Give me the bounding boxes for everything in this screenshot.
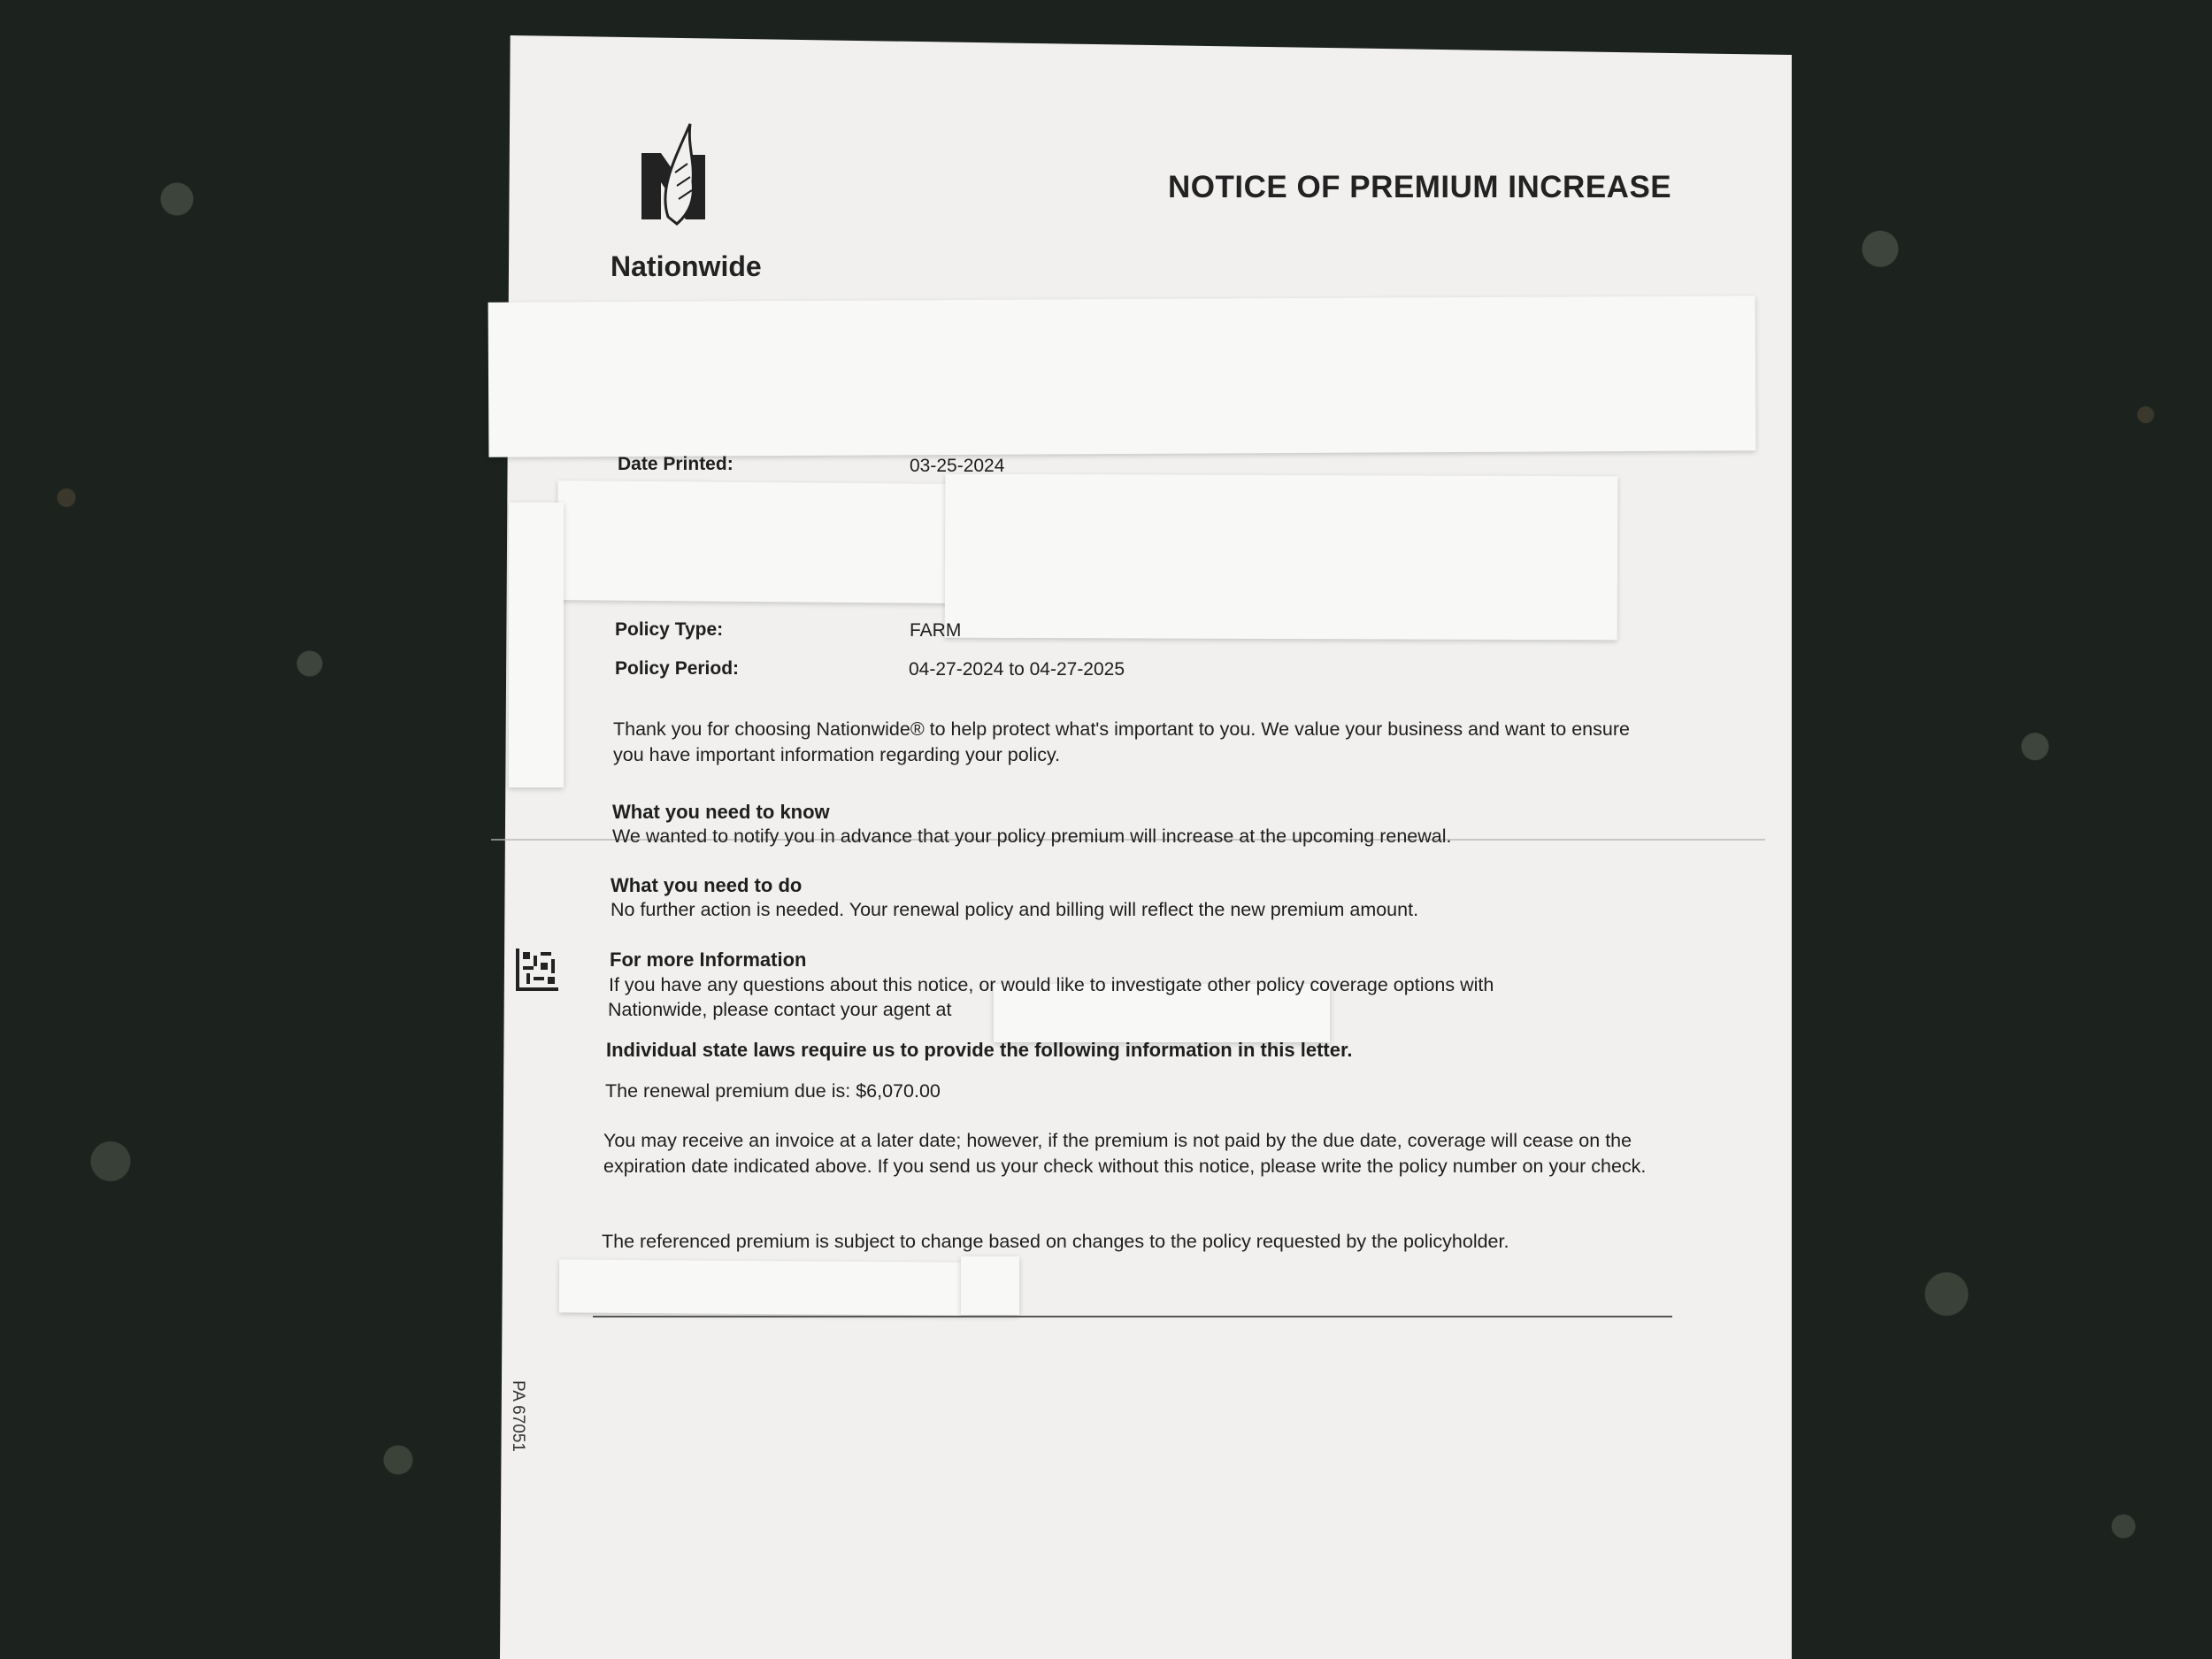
redaction-strip (945, 474, 1618, 641)
info-text-line-2: Nationwide, please contact your agent at (608, 999, 952, 1020)
info-text-line-1: If you have any questions about this notice, or would like to investigate other policy coverage options with (609, 974, 1494, 995)
signature-rule (593, 1316, 1672, 1317)
know-heading: What you need to know (612, 801, 830, 823)
referenced-premium-note: The referenced premium is subject to change based on changes to the policy requested by the policyholder. (602, 1231, 1509, 1252)
intro-paragraph: Thank you for choosing Nationwide® to help protect what's important to you. We value your business and want to ensure you have important information regarding your policy. (613, 718, 1630, 765)
form-code: PA 67051 (509, 1380, 527, 1453)
date-printed-label: Date Printed: (618, 454, 733, 474)
redaction-strip (961, 1256, 1019, 1315)
do-text: No further action is needed. Your renewal policy and billing will reflect the new premium amount. (611, 899, 1419, 920)
brand-name: Nationwide (611, 250, 762, 282)
policy-period-label: Policy Period: (615, 658, 740, 679)
state-laws-statement: Individual state laws require us to provide the following information in this letter. (606, 1039, 1353, 1061)
redaction-strip (488, 296, 1756, 457)
policy-period-value: 04-27-2024 to 04-27-2025 (909, 659, 1125, 680)
date-printed-value: 03-25-2024 (910, 456, 1005, 476)
do-heading: What you need to do (611, 874, 803, 896)
invoice-paragraph: You may receive an invoice at a later date; however, if the premium is not paid by the due date, coverage will cease on the expiration date indicated above. If you send us your check without this notice, please write the policy number on your check. (603, 1130, 1647, 1177)
policy-type-value: FARM (910, 620, 962, 641)
notice-title: NOTICE OF PREMIUM INCREASE (1168, 170, 1672, 204)
know-text: We wanted to notify you in advance that your policy premium will increase at the upcoming renewal. (612, 826, 1452, 847)
nationwide-eagle-logo-icon (606, 119, 739, 252)
info-heading: For more Information (610, 949, 807, 971)
redaction-strip (559, 1259, 962, 1315)
redaction-strip (557, 480, 951, 603)
policy-type-label: Policy Type: (615, 619, 724, 640)
renewal-premium: The renewal premium due is: $6,070.00 (605, 1080, 941, 1102)
redaction-strip (509, 503, 564, 787)
qr-code-icon (516, 949, 558, 991)
